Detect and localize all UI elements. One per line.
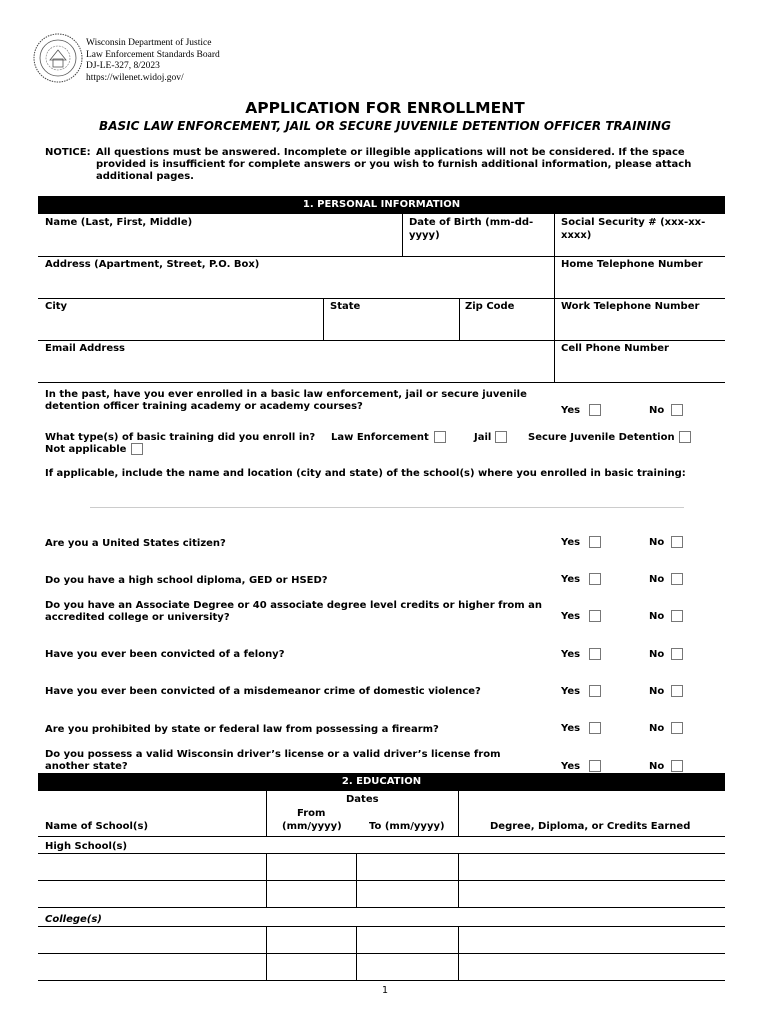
question-us-citizen: Are you a United States citizen? xyxy=(45,538,226,549)
email-field-label: Email Address xyxy=(45,343,126,354)
citizen-yes-label: Yes xyxy=(561,537,581,548)
to-header: To (mm/yyyy) xyxy=(369,821,445,832)
question-diploma: Do you have a high school diploma, GED or HSED? xyxy=(45,575,328,586)
school-answer-line[interactable] xyxy=(90,507,684,508)
agency-name: Wisconsin Department of Justice xyxy=(86,38,212,48)
prior-academy-yes-checkbox[interactable] xyxy=(589,404,601,416)
firearm-yes-label: Yes xyxy=(561,723,581,734)
question-school-name: If applicable, include the name and location (city and state) of the school(s) where you enrolled in basic training: xyxy=(45,468,686,479)
form-subtitle: BASIC LAW ENFORCEMENT, JAIL OR SECURE JUVENILE DETENTION OFFICER TRAINING xyxy=(99,119,671,133)
citizen-no-label: No xyxy=(649,537,665,548)
prior-academy-no-label: No xyxy=(649,405,665,416)
citizen-yes-checkbox[interactable] xyxy=(589,536,601,548)
diploma-no-label: No xyxy=(649,574,665,585)
firearm-yes-checkbox[interactable] xyxy=(589,722,601,734)
from-header-2: (mm/yyyy) xyxy=(282,821,342,832)
college-row-1[interactable] xyxy=(38,927,266,953)
notice-label: NOTICE: xyxy=(45,147,91,158)
form-title: APPLICATION FOR ENROLLMENT xyxy=(245,99,525,117)
dv-yes-label: Yes xyxy=(561,686,581,697)
zip-field-label: Zip Code xyxy=(465,301,515,312)
degree-yes-label: Yes xyxy=(561,611,581,622)
high-school-row-1[interactable] xyxy=(38,854,266,880)
name-field-label: Name (Last, First, Middle) xyxy=(45,217,193,228)
degree-no-label: No xyxy=(649,611,665,622)
page-number: 1 xyxy=(381,985,389,996)
dob-field-label-1: Date of Birth (mm-dd- xyxy=(409,217,534,228)
school-name-header: Name of School(s) xyxy=(45,821,149,832)
option-law-enforcement-label: Law Enforcement xyxy=(331,432,429,443)
question-domestic-violence: Have you ever been convicted of a misdemeanor crime of domestic violence? xyxy=(45,686,481,697)
license-yes-checkbox[interactable] xyxy=(589,760,601,772)
state-field-label: State xyxy=(330,301,361,312)
question-degree-2: accredited college or university? xyxy=(45,612,230,623)
prior-academy-no-checkbox[interactable] xyxy=(671,404,683,416)
prior-academy-yes-label: Yes xyxy=(561,405,581,416)
license-no-checkbox[interactable] xyxy=(671,760,683,772)
cell-phone-field-label: Cell Phone Number xyxy=(561,343,669,354)
diploma-yes-checkbox[interactable] xyxy=(589,573,601,585)
citizen-no-checkbox[interactable] xyxy=(671,536,683,548)
diploma-no-checkbox[interactable] xyxy=(671,573,683,585)
college-label: College(s) xyxy=(45,914,102,925)
work-phone-field-label: Work Telephone Number xyxy=(561,301,700,312)
option-jail-checkbox[interactable] xyxy=(495,431,507,443)
license-yes-label: Yes xyxy=(561,761,581,772)
dob-field-label-2: yyyy) xyxy=(409,230,440,241)
question-license-1: Do you possess a valid Wisconsin driver’s license or a valid driver’s license from xyxy=(45,749,501,760)
question-training-type: What type(s) of basic training did you enroll in? xyxy=(45,432,316,443)
question-firearm: Are you prohibited by state or federal law from possessing a firearm? xyxy=(45,724,439,735)
felony-no-checkbox[interactable] xyxy=(671,648,683,660)
address-field-label: Address (Apartment, Street, P.O. Box) xyxy=(45,259,260,270)
felony-no-label: No xyxy=(649,649,665,660)
ssn-field-label-1: Social Security # (xxx-xx- xyxy=(561,217,706,228)
notice-rest: provided is insufficient for complete answers or you wish to furnish additional information, please attach additional pages. xyxy=(96,159,692,182)
board-name: Law Enforcement Standards Board xyxy=(86,49,220,60)
high-school-row-2[interactable] xyxy=(38,881,266,907)
option-not-applicable-checkbox[interactable] xyxy=(131,443,143,455)
from-header-1: From xyxy=(297,808,326,819)
state-seal-logo xyxy=(33,33,83,83)
firearm-no-checkbox[interactable] xyxy=(671,722,683,734)
question-degree-1: Do you have an Associate Degree or 40 associate degree level credits or higher from an xyxy=(45,600,543,611)
license-no-label: No xyxy=(649,761,665,772)
section-2-heading: 2. EDUCATION xyxy=(38,773,725,791)
firearm-no-label: No xyxy=(649,723,665,734)
option-secure-juvenile-checkbox[interactable] xyxy=(679,431,691,443)
notice xyxy=(45,147,725,183)
degree-no-checkbox[interactable] xyxy=(671,610,683,622)
felony-yes-label: Yes xyxy=(561,649,581,660)
degree-yes-checkbox[interactable] xyxy=(589,610,601,622)
notice-line1: All questions must be answered. Incomplete or illegible applications will not be considered. If the space xyxy=(96,147,685,158)
question-license-2: another state? xyxy=(45,761,128,772)
section-1-heading: 1. PERSONAL INFORMATION xyxy=(38,196,725,214)
form-id: DJ-LE-327, 8/2023 xyxy=(86,61,160,72)
option-not-applicable-label: Not applicable xyxy=(45,444,127,455)
college-row-2[interactable] xyxy=(38,954,266,980)
question-felony: Have you ever been convicted of a felony? xyxy=(45,649,285,660)
agency-url[interactable]: https://wilenet.widoj.gov/ xyxy=(86,72,184,83)
dates-header: Dates xyxy=(346,794,379,805)
agency-header xyxy=(86,38,220,84)
diploma-yes-label: Yes xyxy=(561,574,581,585)
city-field-label: City xyxy=(45,301,68,312)
option-law-enforcement-checkbox[interactable] xyxy=(434,431,446,443)
question-prior-academy-2: detention officer training academy or academy courses? xyxy=(45,401,363,412)
option-jail-label: Jail xyxy=(474,432,492,443)
question-prior-academy-1: In the past, have you ever enrolled in a basic law enforcement, jail or secure juvenile xyxy=(45,389,527,400)
dv-no-label: No xyxy=(649,686,665,697)
option-secure-juvenile-label: Secure Juvenile Detention xyxy=(528,432,675,443)
felony-yes-checkbox[interactable] xyxy=(589,648,601,660)
home-phone-field-label: Home Telephone Number xyxy=(561,259,703,270)
degree-header: Degree, Diploma, or Credits Earned xyxy=(490,821,691,832)
dv-no-checkbox[interactable] xyxy=(671,685,683,697)
ssn-field-label-2: xxxx) xyxy=(561,230,592,241)
dv-yes-checkbox[interactable] xyxy=(589,685,601,697)
high-school-label: High School(s) xyxy=(45,841,128,852)
